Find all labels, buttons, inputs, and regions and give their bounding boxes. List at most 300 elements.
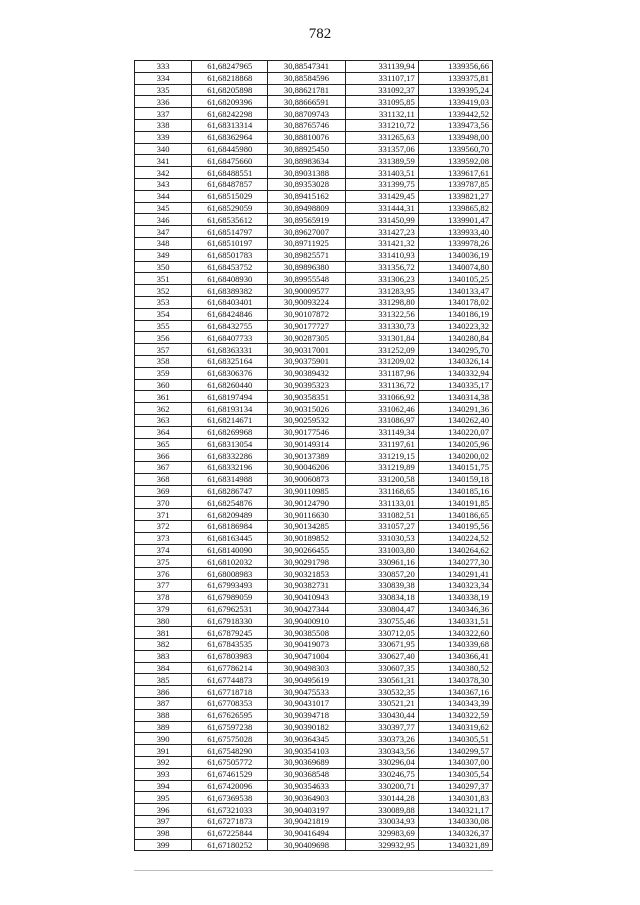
longitude-cell: 30,90421819 <box>268 816 345 828</box>
x-coordinate-cell: 331003,80 <box>345 544 418 556</box>
table-row <box>135 355 493 367</box>
table-row <box>135 143 493 155</box>
point-number-cell: 380 <box>135 615 192 627</box>
latitude-cell: 61,67505772 <box>192 757 268 769</box>
point-number-cell: 334 <box>135 72 192 84</box>
y-coordinate-cell: 1340367,16 <box>418 686 492 698</box>
y-coordinate-cell: 1340105,25 <box>418 273 492 285</box>
table-row <box>135 627 493 639</box>
point-number-cell: 347 <box>135 226 192 238</box>
x-coordinate-cell: 331057,27 <box>345 521 418 533</box>
longitude-cell: 30,88547341 <box>268 61 345 73</box>
y-coordinate-cell: 1339498,00 <box>418 131 492 143</box>
longitude-cell: 30,90060873 <box>268 473 345 485</box>
y-coordinate-cell: 1340220,07 <box>418 426 492 438</box>
y-coordinate-cell: 1340332,94 <box>418 367 492 379</box>
point-number-cell: 389 <box>135 721 192 733</box>
x-coordinate-cell: 331133,01 <box>345 497 418 509</box>
point-number-cell: 342 <box>135 167 192 179</box>
table-row <box>135 532 493 544</box>
y-coordinate-cell: 1340301,83 <box>418 792 492 804</box>
y-coordinate-cell: 1340330,08 <box>418 816 492 828</box>
latitude-cell: 61,67321033 <box>192 804 268 816</box>
latitude-cell: 61,67744873 <box>192 674 268 686</box>
table-row <box>135 839 493 851</box>
x-coordinate-cell: 331066,92 <box>345 391 418 403</box>
page-number: 782 <box>308 26 332 42</box>
table-row <box>135 296 493 308</box>
longitude-cell: 30,90368548 <box>268 768 345 780</box>
x-coordinate-cell: 331197,61 <box>345 438 418 450</box>
latitude-cell: 61,68432755 <box>192 320 268 332</box>
longitude-cell: 30,88765746 <box>268 119 345 131</box>
point-number-cell: 352 <box>135 285 192 297</box>
x-coordinate-cell: 330755,46 <box>345 615 418 627</box>
y-coordinate-cell: 1340326,37 <box>418 827 492 839</box>
y-coordinate-cell: 1340338,19 <box>418 591 492 603</box>
point-number-cell: 377 <box>135 580 192 592</box>
x-coordinate-cell: 330627,40 <box>345 650 418 662</box>
x-coordinate-cell: 331444,31 <box>345 202 418 214</box>
x-coordinate-cell: 330834,18 <box>345 591 418 603</box>
latitude-cell: 61,67548290 <box>192 745 268 757</box>
x-coordinate-cell: 331030,53 <box>345 532 418 544</box>
x-coordinate-cell: 330671,95 <box>345 639 418 651</box>
table-row <box>135 320 493 332</box>
table-row <box>135 426 493 438</box>
x-coordinate-cell: 331356,72 <box>345 261 418 273</box>
x-coordinate-cell: 331209,02 <box>345 355 418 367</box>
point-number-cell: 390 <box>135 733 192 745</box>
x-coordinate-cell: 330607,35 <box>345 662 418 674</box>
y-coordinate-cell: 1340185,16 <box>418 485 492 497</box>
x-coordinate-cell: 330296,04 <box>345 757 418 769</box>
y-coordinate-cell: 1340191,85 <box>418 497 492 509</box>
table-row <box>135 344 493 356</box>
point-number-cell: 370 <box>135 497 192 509</box>
longitude-cell: 30,90369689 <box>268 757 345 769</box>
latitude-cell: 61,67369538 <box>192 792 268 804</box>
table-row <box>135 733 493 745</box>
longitude-cell: 30,88666591 <box>268 96 345 108</box>
longitude-cell: 30,90134285 <box>268 521 345 533</box>
y-coordinate-cell: 1340159,18 <box>418 473 492 485</box>
y-coordinate-cell: 1339442,52 <box>418 108 492 120</box>
y-coordinate-cell: 1340326,14 <box>418 355 492 367</box>
latitude-cell: 61,68325164 <box>192 355 268 367</box>
longitude-cell: 30,90046206 <box>268 462 345 474</box>
y-coordinate-cell: 1340133,47 <box>418 285 492 297</box>
x-coordinate-cell: 331252,09 <box>345 344 418 356</box>
latitude-cell: 61,68403401 <box>192 296 268 308</box>
latitude-cell: 61,68501783 <box>192 249 268 261</box>
latitude-cell: 61,68515029 <box>192 190 268 202</box>
y-coordinate-cell: 1340380,52 <box>418 662 492 674</box>
latitude-cell: 61,68488551 <box>192 167 268 179</box>
point-number-cell: 385 <box>135 674 192 686</box>
coordinates-table <box>134 60 493 851</box>
latitude-cell: 61,67993493 <box>192 580 268 592</box>
point-number-cell: 398 <box>135 827 192 839</box>
point-number-cell: 383 <box>135 650 192 662</box>
y-coordinate-cell: 1340321,17 <box>418 804 492 816</box>
longitude-cell: 30,88621781 <box>268 84 345 96</box>
longitude-cell: 30,90416494 <box>268 827 345 839</box>
y-coordinate-cell: 1340378,30 <box>418 674 492 686</box>
longitude-cell: 30,90354633 <box>268 780 345 792</box>
x-coordinate-cell: 331330,73 <box>345 320 418 332</box>
longitude-cell: 30,90427344 <box>268 603 345 615</box>
table-row <box>135 261 493 273</box>
y-coordinate-cell: 1340314,38 <box>418 391 492 403</box>
latitude-cell: 61,67718718 <box>192 686 268 698</box>
table-row <box>135 190 493 202</box>
x-coordinate-cell: 331427,23 <box>345 226 418 238</box>
table-row <box>135 473 493 485</box>
table-row <box>135 237 493 249</box>
point-number-cell: 348 <box>135 237 192 249</box>
table-row <box>135 226 493 238</box>
table-row <box>135 108 493 120</box>
x-coordinate-cell: 331095,85 <box>345 96 418 108</box>
longitude-cell: 30,90259532 <box>268 414 345 426</box>
x-coordinate-cell: 331429,45 <box>345 190 418 202</box>
table-row <box>135 61 493 73</box>
table-row <box>135 414 493 426</box>
latitude-cell: 61,68424846 <box>192 308 268 320</box>
x-coordinate-cell: 330144,28 <box>345 792 418 804</box>
y-coordinate-cell: 1339592,08 <box>418 155 492 167</box>
table-row <box>135 580 493 592</box>
longitude-cell: 30,90317001 <box>268 344 345 356</box>
table-row <box>135 698 493 710</box>
longitude-cell: 30,90495619 <box>268 674 345 686</box>
table-row <box>135 214 493 226</box>
longitude-cell: 30,90382731 <box>268 580 345 592</box>
x-coordinate-cell: 330839,38 <box>345 580 418 592</box>
point-number-cell: 355 <box>135 320 192 332</box>
latitude-cell: 61,68535612 <box>192 214 268 226</box>
longitude-cell: 30,90315026 <box>268 403 345 415</box>
longitude-cell: 30,90093224 <box>268 296 345 308</box>
latitude-cell: 61,68163445 <box>192 532 268 544</box>
longitude-cell: 30,90291798 <box>268 556 345 568</box>
latitude-cell: 61,67597238 <box>192 721 268 733</box>
table-row <box>135 462 493 474</box>
table-row <box>135 367 493 379</box>
point-number-cell: 396 <box>135 804 192 816</box>
latitude-cell: 61,68254876 <box>192 497 268 509</box>
y-coordinate-cell: 1340331,51 <box>418 615 492 627</box>
x-coordinate-cell: 331082,51 <box>345 509 418 521</box>
x-coordinate-cell: 330712,05 <box>345 627 418 639</box>
point-number-cell: 392 <box>135 757 192 769</box>
point-number-cell: 391 <box>135 745 192 757</box>
x-coordinate-cell: 331132,11 <box>345 108 418 120</box>
table-row <box>135 757 493 769</box>
longitude-cell: 30,90409698 <box>268 839 345 851</box>
table-row <box>135 792 493 804</box>
table-row <box>135 639 493 651</box>
point-number-cell: 362 <box>135 403 192 415</box>
point-number-cell: 376 <box>135 568 192 580</box>
longitude-cell: 30,88584596 <box>268 72 345 84</box>
table-row <box>135 497 493 509</box>
table-row <box>135 521 493 533</box>
x-coordinate-cell: 330804,47 <box>345 603 418 615</box>
point-number-cell: 373 <box>135 532 192 544</box>
latitude-cell: 61,67962531 <box>192 603 268 615</box>
table-row <box>135 273 493 285</box>
longitude-cell: 30,90410943 <box>268 591 345 603</box>
table-row <box>135 827 493 839</box>
table-row <box>135 816 493 828</box>
longitude-cell: 30,90419073 <box>268 639 345 651</box>
point-number-cell: 338 <box>135 119 192 131</box>
latitude-cell: 61,68475660 <box>192 155 268 167</box>
longitude-cell: 30,89955548 <box>268 273 345 285</box>
latitude-cell: 61,68313054 <box>192 438 268 450</box>
latitude-cell: 61,67461529 <box>192 768 268 780</box>
x-coordinate-cell: 330961,16 <box>345 556 418 568</box>
longitude-cell: 30,88983634 <box>268 155 345 167</box>
latitude-cell: 61,68407733 <box>192 332 268 344</box>
point-number-cell: 345 <box>135 202 192 214</box>
longitude-cell: 30,89031388 <box>268 167 345 179</box>
table-row <box>135 745 493 757</box>
latitude-cell: 61,68008983 <box>192 568 268 580</box>
longitude-cell: 30,90364345 <box>268 733 345 745</box>
x-coordinate-cell: 330343,56 <box>345 745 418 757</box>
x-coordinate-cell: 331357,06 <box>345 143 418 155</box>
latitude-cell: 61,68362964 <box>192 131 268 143</box>
x-coordinate-cell: 331210,72 <box>345 119 418 131</box>
y-coordinate-cell: 1339787,85 <box>418 178 492 190</box>
longitude-cell: 30,90385508 <box>268 627 345 639</box>
longitude-cell: 30,90395323 <box>268 379 345 391</box>
longitude-cell: 30,89711925 <box>268 237 345 249</box>
latitude-cell: 61,68408930 <box>192 273 268 285</box>
y-coordinate-cell: 1340277,30 <box>418 556 492 568</box>
point-number-cell: 387 <box>135 698 192 710</box>
y-coordinate-cell: 1340195,56 <box>418 521 492 533</box>
table-row <box>135 650 493 662</box>
point-number-cell: 333 <box>135 61 192 73</box>
point-number-cell: 378 <box>135 591 192 603</box>
y-coordinate-cell: 1340305,51 <box>418 733 492 745</box>
longitude-cell: 30,90358351 <box>268 391 345 403</box>
x-coordinate-cell: 331092,37 <box>345 84 418 96</box>
point-number-cell: 381 <box>135 627 192 639</box>
point-number-cell: 375 <box>135 556 192 568</box>
latitude-cell: 61,68306376 <box>192 367 268 379</box>
table-row <box>135 485 493 497</box>
longitude-cell: 30,90177546 <box>268 426 345 438</box>
longitude-cell: 30,88810076 <box>268 131 345 143</box>
latitude-cell: 61,68242298 <box>192 108 268 120</box>
latitude-cell: 61,68313314 <box>192 119 268 131</box>
y-coordinate-cell: 1340322,59 <box>418 709 492 721</box>
x-coordinate-cell: 331187,96 <box>345 367 418 379</box>
x-coordinate-cell: 331421,32 <box>345 237 418 249</box>
longitude-cell: 30,89896380 <box>268 261 345 273</box>
longitude-cell: 30,90394718 <box>268 709 345 721</box>
y-coordinate-cell: 1339473,56 <box>418 119 492 131</box>
y-coordinate-cell: 1340295,70 <box>418 344 492 356</box>
y-coordinate-cell: 1340343,39 <box>418 698 492 710</box>
y-coordinate-cell: 1340305,54 <box>418 768 492 780</box>
point-number-cell: 346 <box>135 214 192 226</box>
latitude-cell: 61,67271873 <box>192 816 268 828</box>
y-coordinate-cell: 1339375,81 <box>418 72 492 84</box>
y-coordinate-cell: 1340151,75 <box>418 462 492 474</box>
point-number-cell: 336 <box>135 96 192 108</box>
x-coordinate-cell: 330246,75 <box>345 768 418 780</box>
point-number-cell: 382 <box>135 639 192 651</box>
point-number-cell: 386 <box>135 686 192 698</box>
y-coordinate-cell: 1340178,02 <box>418 296 492 308</box>
point-number-cell: 369 <box>135 485 192 497</box>
x-coordinate-cell: 330200,71 <box>345 780 418 792</box>
table-row <box>135 603 493 615</box>
latitude-cell: 61,67180252 <box>192 839 268 851</box>
point-number-cell: 359 <box>135 367 192 379</box>
table-row <box>135 686 493 698</box>
longitude-cell: 30,89498809 <box>268 202 345 214</box>
point-number-cell: 379 <box>135 603 192 615</box>
longitude-cell: 30,89627007 <box>268 226 345 238</box>
table-row <box>135 674 493 686</box>
x-coordinate-cell: 331403,51 <box>345 167 418 179</box>
y-coordinate-cell: 1340307,00 <box>418 757 492 769</box>
table-row <box>135 155 493 167</box>
x-coordinate-cell: 331389,59 <box>345 155 418 167</box>
table-row <box>135 591 493 603</box>
x-coordinate-cell: 331306,23 <box>345 273 418 285</box>
table-row <box>135 544 493 556</box>
table-row <box>135 178 493 190</box>
point-number-cell: 335 <box>135 84 192 96</box>
longitude-cell: 30,90475533 <box>268 686 345 698</box>
point-number-cell: 340 <box>135 143 192 155</box>
latitude-cell: 61,67786214 <box>192 662 268 674</box>
latitude-cell: 61,68445980 <box>192 143 268 155</box>
table-row <box>135 556 493 568</box>
point-number-cell: 358 <box>135 355 192 367</box>
x-coordinate-cell: 330430,44 <box>345 709 418 721</box>
longitude-cell: 30,90177727 <box>268 320 345 332</box>
x-coordinate-cell: 331219,89 <box>345 462 418 474</box>
x-coordinate-cell: 331399,75 <box>345 178 418 190</box>
longitude-cell: 30,88709743 <box>268 108 345 120</box>
point-number-cell: 384 <box>135 662 192 674</box>
latitude-cell: 61,68332196 <box>192 462 268 474</box>
longitude-cell: 30,90431017 <box>268 698 345 710</box>
latitude-cell: 61,67225844 <box>192 827 268 839</box>
table-row <box>135 332 493 344</box>
point-number-cell: 363 <box>135 414 192 426</box>
point-number-cell: 349 <box>135 249 192 261</box>
latitude-cell: 61,67420096 <box>192 780 268 792</box>
latitude-cell: 61,68453752 <box>192 261 268 273</box>
latitude-cell: 61,68193134 <box>192 403 268 415</box>
y-coordinate-cell: 1340205,96 <box>418 438 492 450</box>
footer-divider <box>134 870 493 871</box>
longitude-cell: 30,90403197 <box>268 804 345 816</box>
longitude-cell: 30,89415162 <box>268 190 345 202</box>
latitude-cell: 61,67918330 <box>192 615 268 627</box>
point-number-cell: 356 <box>135 332 192 344</box>
x-coordinate-cell: 331136,72 <box>345 379 418 391</box>
point-number-cell: 360 <box>135 379 192 391</box>
latitude-cell: 61,68363331 <box>192 344 268 356</box>
table-row <box>135 96 493 108</box>
y-coordinate-cell: 1340299,57 <box>418 745 492 757</box>
point-number-cell: 388 <box>135 709 192 721</box>
x-coordinate-cell: 329983,69 <box>345 827 418 839</box>
x-coordinate-cell: 329932,95 <box>345 839 418 851</box>
point-number-cell: 393 <box>135 768 192 780</box>
y-coordinate-cell: 1340346,36 <box>418 603 492 615</box>
table-row <box>135 438 493 450</box>
y-coordinate-cell: 1339419,03 <box>418 96 492 108</box>
point-number-cell: 374 <box>135 544 192 556</box>
longitude-cell: 30,89565919 <box>268 214 345 226</box>
point-number-cell: 353 <box>135 296 192 308</box>
point-number-cell: 399 <box>135 839 192 851</box>
latitude-cell: 61,68286747 <box>192 485 268 497</box>
point-number-cell: 361 <box>135 391 192 403</box>
table-row <box>135 167 493 179</box>
x-coordinate-cell: 331410,93 <box>345 249 418 261</box>
x-coordinate-cell: 331149,34 <box>345 426 418 438</box>
y-coordinate-cell: 1340264,62 <box>418 544 492 556</box>
point-number-cell: 395 <box>135 792 192 804</box>
y-coordinate-cell: 1340366,41 <box>418 650 492 662</box>
longitude-cell: 30,90389432 <box>268 367 345 379</box>
table-row <box>135 285 493 297</box>
x-coordinate-cell: 331298,80 <box>345 296 418 308</box>
x-coordinate-cell: 331107,17 <box>345 72 418 84</box>
latitude-cell: 61,67879245 <box>192 627 268 639</box>
table-row <box>135 568 493 580</box>
table-row <box>135 780 493 792</box>
y-coordinate-cell: 1339560,70 <box>418 143 492 155</box>
y-coordinate-cell: 1339356,66 <box>418 61 492 73</box>
y-coordinate-cell: 1340339,68 <box>418 639 492 651</box>
point-number-cell: 368 <box>135 473 192 485</box>
longitude-cell: 30,90266455 <box>268 544 345 556</box>
longitude-cell: 30,90375901 <box>268 355 345 367</box>
latitude-cell: 61,68514797 <box>192 226 268 238</box>
latitude-cell: 61,68197494 <box>192 391 268 403</box>
y-coordinate-cell: 1340319,62 <box>418 721 492 733</box>
table-row <box>135 308 493 320</box>
x-coordinate-cell: 330034,93 <box>345 816 418 828</box>
longitude-cell: 30,90110985 <box>268 485 345 497</box>
x-coordinate-cell: 330857,20 <box>345 568 418 580</box>
longitude-cell: 30,90287305 <box>268 332 345 344</box>
point-number-cell: 357 <box>135 344 192 356</box>
y-coordinate-cell: 1340323,34 <box>418 580 492 592</box>
longitude-cell: 30,90107872 <box>268 308 345 320</box>
table-row <box>135 403 493 415</box>
point-number-cell: 351 <box>135 273 192 285</box>
table-row <box>135 379 493 391</box>
latitude-cell: 61,68218868 <box>192 72 268 84</box>
x-coordinate-cell: 331219,15 <box>345 450 418 462</box>
latitude-cell: 61,67803983 <box>192 650 268 662</box>
